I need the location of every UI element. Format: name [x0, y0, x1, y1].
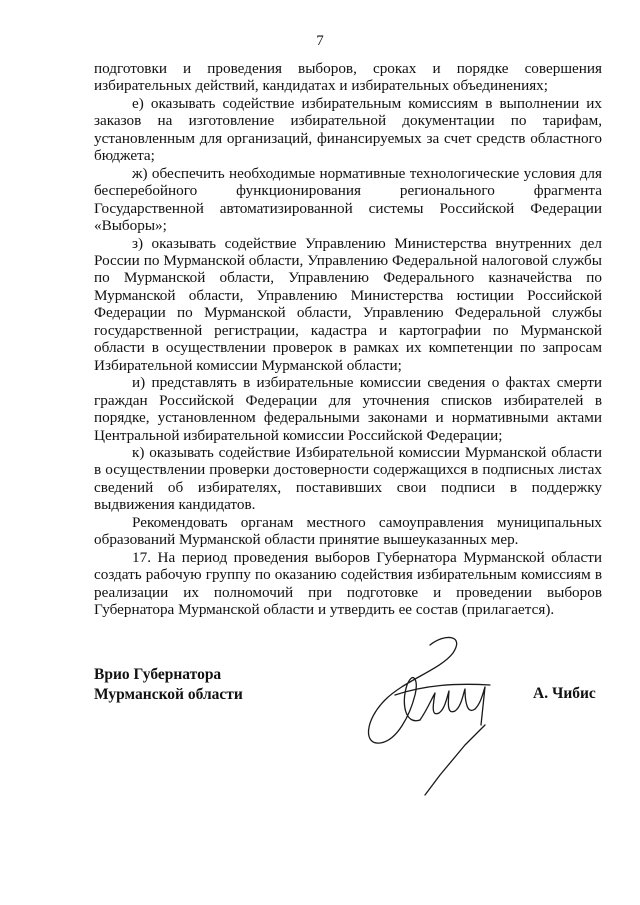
handwritten-signature [335, 625, 505, 805]
paragraph-recommendation: Рекомендовать органам местного самоуправления муниципальных образований Мурманской области принятие вышеуказанных мер. [94, 513, 602, 549]
paragraph-item-k: к) оказывать содействие Избирательной комиссии Мурманской области в осуществлении проверки достоверности содержащихся в подписных листах сведений об избирателях, поставивших свои подписи в поддержку выдвижения кандидатов. [94, 443, 602, 514]
paragraph-item-i: и) представлять в избирательные комиссии сведения о фактах смерти граждан Российской Федерации для уточнения списков избирателей в порядке, установленном федеральными законами и нормативными актами Центральной избирательной комиссии Российской Федерации; [94, 374, 602, 444]
page-number: 7 [316, 33, 324, 49]
paragraph-continuation: подготовки и проведения выборов, сроках и порядке совершения избирательных действий, кандидатах и избирательных объединениях; [94, 60, 602, 95]
signatory-name: А. Чибис [533, 685, 596, 702]
paragraph-item-z: з) оказывать содействие Управлению Министерства внутренних дел России по Мурманской области, Управлению Федеральной налоговой службы по Мурманской области, Управлению Федерального казначейства по Мурманской области, Управлению Министерства юстиции Российской Федерации по Мурманской области, Управлению Федеральной службы государственной регистрации, кадастра и картографии по Мурманской области в осуществлении проверок в рамках их компетенции по запросам Избирательной комиссии Мурманской области; [94, 234, 602, 374]
paragraph-17: 17. На период проведения выборов Губернатора Мурманской области создать рабочую группу по оказанию содействия избирательным комиссиям в реализации их полномочий при подготовке и проведении выборов Губернатора Мурманской области и утвердить ее состав (прилагается). [94, 548, 602, 619]
paragraph-item-e: е) оказывать содействие избирательным комиссиям в выполнении их заказов на изготовление избирательной документации по тарифам, установленным для организаций, финансируемых за счет средств областного бюджета; [94, 94, 602, 165]
document-body [94, 60, 602, 619]
paragraph-item-zh: ж) обеспечить необходимые нормативные технологические условия для бесперебойного функционирования регионального фрагмента Государственной автоматизированной системы Российской Федерации «Выборы»; [94, 164, 602, 235]
signatory-title [94, 665, 243, 705]
signatory-title-line1: Врио Губернатора [94, 666, 222, 683]
signatory-title-line2: Мурманской области [94, 686, 243, 703]
